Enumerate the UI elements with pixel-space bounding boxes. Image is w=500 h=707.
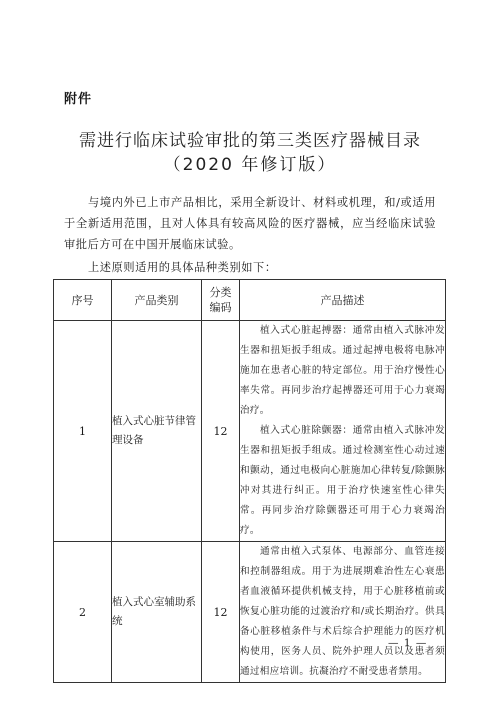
table-row: [54, 321, 446, 542]
row-code: 12: [202, 321, 240, 542]
row-category: 植入式心脏节律管理设备: [112, 321, 202, 542]
row-number: 1: [54, 321, 112, 542]
row-description: [240, 542, 446, 683]
product-table: [53, 279, 446, 683]
row-description: [240, 321, 446, 542]
header-description: 产品描述: [240, 280, 446, 321]
document-title: 需进行临床试验审批的第三类医疗器械目录: [79, 131, 421, 151]
description-paragraph: 通常由植入式泵体、电源部分、血管连接和控制器组成。用于为进展期难治性左心衰患者血液循环提供机械支持，用于心脏移植前或恢复心脏功能的过渡治疗和/或长期治疗。供具备心脏移植条件与术后综合护理能力的医疗机构使用，医务人员、院外护理人员以及患者须通过相应培训。抗凝治疗不耐受患者禁用。: [240, 546, 445, 677]
row-category: 植入式心室辅助系统: [112, 542, 202, 683]
header-number: 序号: [54, 280, 112, 321]
intro-subline: 上述原则适用的具体品种类别如下：: [88, 261, 277, 274]
document-subtitle: （2020 年修订版）: [163, 155, 337, 175]
header-code-line1: 分类: [209, 286, 232, 299]
table-header-row: [54, 280, 446, 321]
row-code: 12: [202, 542, 240, 683]
header-category: 产品类别: [112, 280, 202, 321]
header-code: [202, 280, 240, 321]
description-paragraph: 植入式心脏起搏器：通常由植入式脉冲发生器和扭矩扳手组成。通过起搏电极将电脉冲施加在患者心脏的特定部位。用于治疗慢性心率失常。再同步治疗起搏器还可用于心力衰竭治疗。: [240, 325, 445, 416]
table-row: [54, 542, 446, 683]
intro-paragraph: 与境内外已上市产品相比，采用全新设计、材料或机理，和/或适用于全新适用范围，且对人体具有较高风险的医疗器械，应当经临床试验审批后方可在中国开展临床试验。: [64, 196, 436, 251]
description-paragraph: 植入式心脏除颤器：通常由植入式脉冲发生器和扭矩扳手组成。通过检测室性心动过速和颤动，通过电极向心脏施加心律转复/除颤脉冲对其进行纠正。用于治疗快速室性心律失常。再同步治疗除颤器还可用于心力衰竭治疗。: [240, 425, 445, 536]
row-number: 2: [54, 542, 112, 683]
header-code-line2: 编码: [209, 301, 232, 314]
attachment-label: 附件: [64, 92, 93, 107]
page-number: — 1 —: [388, 637, 428, 649]
